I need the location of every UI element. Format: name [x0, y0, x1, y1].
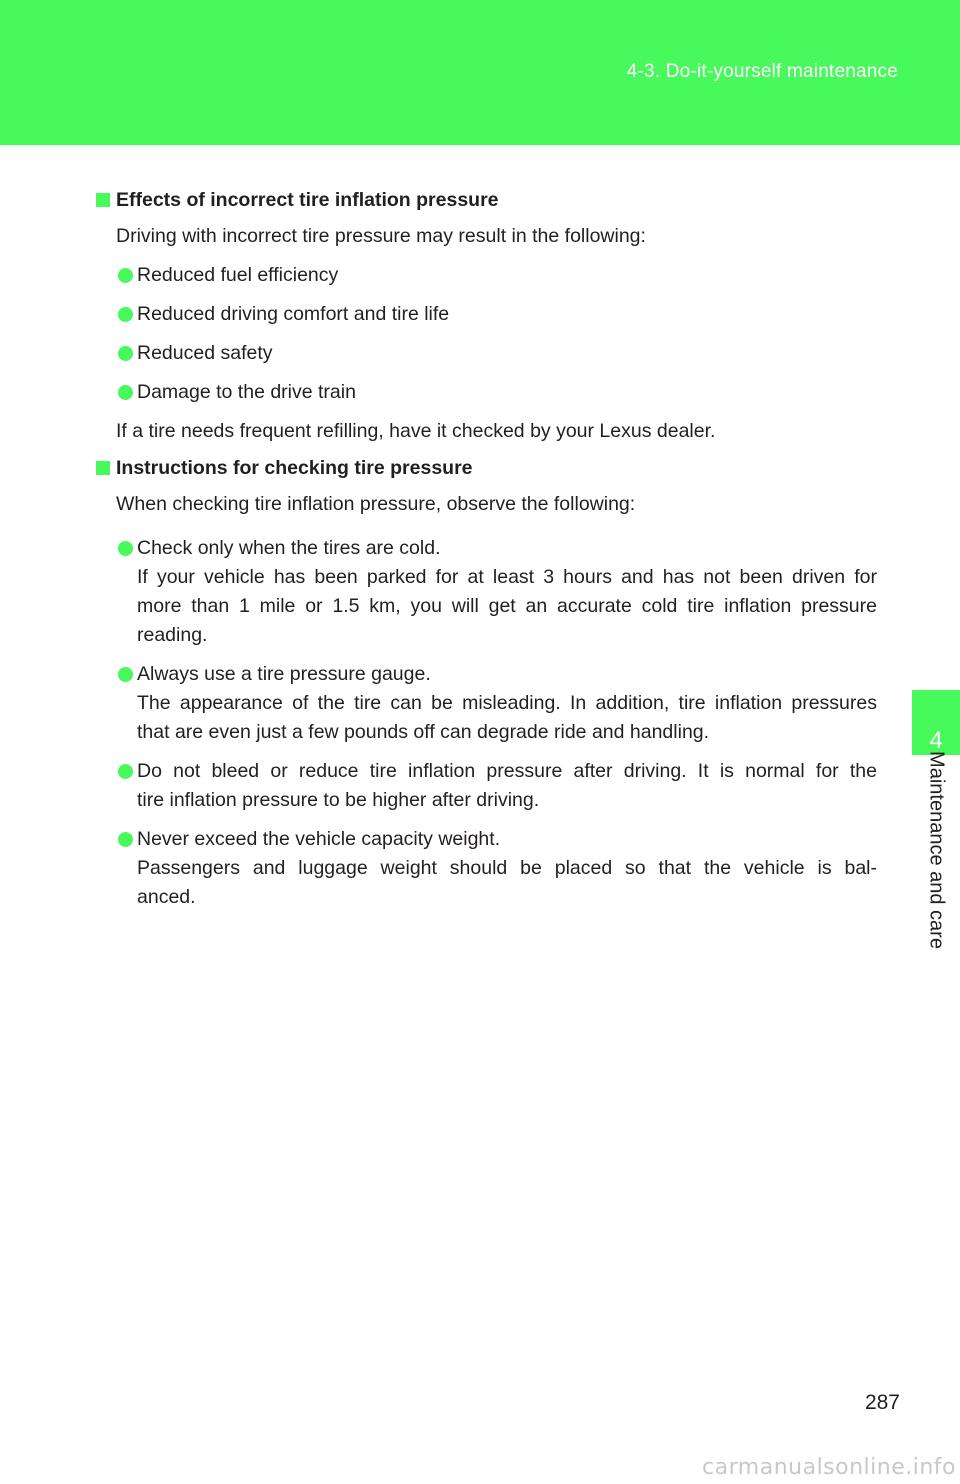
list-item: Check only when the tires are cold. If your vehicle has been parked for at least 3 hours and has not been driven for more than 1 mile or 1.5 km, you will get an accurate cold tire inflation pressure reading. — [95, 534, 877, 650]
list-item: Do not bleed or reduce tire inflation pressure after driving. It is normal for the tire inflation pressure to be higher after driving. — [95, 757, 877, 815]
section-title: 4-3. Do-it-yourself maintenance — [626, 61, 898, 82]
page-content — [95, 183, 877, 912]
section-heading: Effects of incorrect tire inflation pressure — [95, 183, 877, 217]
list-item: Never exceed the vehicle capacity weight. Passengers and luggage weight should be placed so that the vehicle is bal- anced. — [95, 825, 877, 912]
paragraph: When checking tire inflation pressure, observe the following: — [116, 493, 636, 515]
round-bullet-icon — [118, 385, 133, 400]
header-band — [0, 0, 960, 145]
list-item: Always use a tire pressure gauge. The appearance of the tire can be misleading. In addition, tire inflation pressures that are even just a few pounds off can degrade ride and handling. — [95, 660, 877, 747]
list-item: Reduced safety — [95, 334, 877, 373]
round-bullet-icon — [118, 346, 133, 361]
round-bullet-icon — [118, 764, 133, 779]
round-bullet-icon — [118, 268, 133, 283]
paragraph: Driving with incorrect tire pressure may result in the following: — [116, 225, 646, 247]
round-bullet-icon — [118, 307, 133, 322]
chapter-tab — [912, 690, 960, 755]
chapter-number: 4 — [929, 727, 943, 754]
square-bullet-icon — [96, 461, 110, 475]
list-item: Damage to the drive train — [95, 373, 877, 412]
paragraph: If a tire needs frequent refilling, have it checked by your Lexus dealer. — [116, 420, 716, 442]
page-number: 287 — [864, 1391, 900, 1414]
round-bullet-icon — [118, 832, 133, 847]
square-bullet-icon — [96, 193, 110, 207]
round-bullet-icon — [118, 667, 133, 682]
section-heading: Instructions for checking tire pressure — [95, 451, 877, 485]
chapter-label: Maintenance and care — [925, 751, 948, 949]
list-item: Reduced driving comfort and tire life — [95, 295, 877, 334]
list-item: Reduced fuel efficiency — [95, 256, 877, 295]
watermark: carmanualsonline.info — [702, 1455, 956, 1480]
round-bullet-icon — [118, 541, 133, 556]
